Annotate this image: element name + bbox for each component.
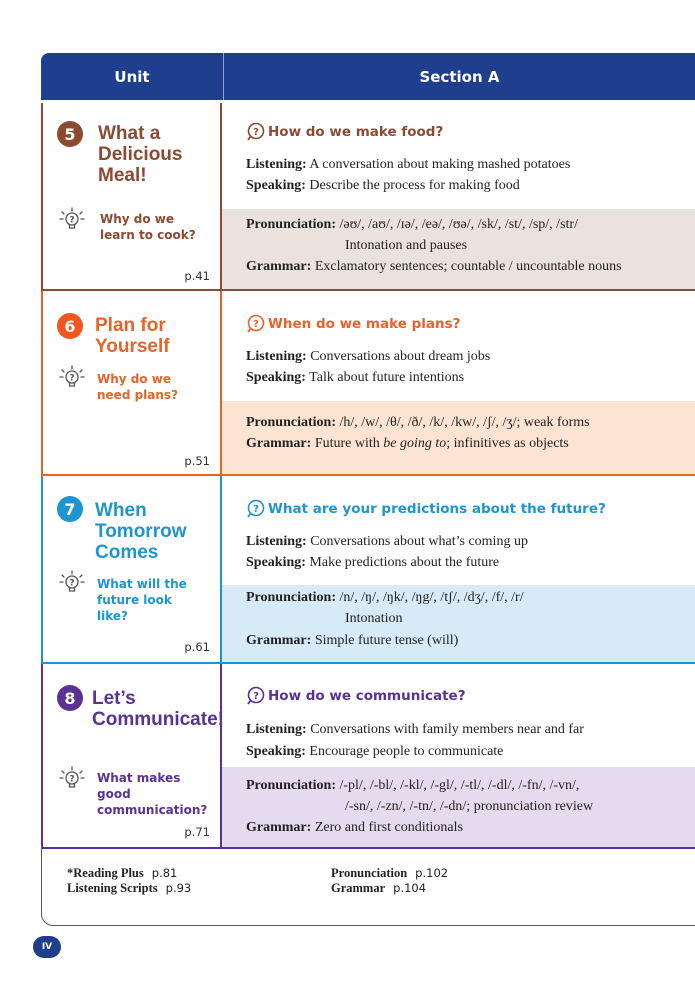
svg-text:?: ?: [253, 504, 259, 515]
lightbulb-question-icon: [59, 365, 85, 391]
unit-6-grammar: Grammar: Future with be going to; infinitives as objects: [246, 436, 569, 451]
lightbulb-question-icon: [59, 207, 85, 233]
pronunciation-link[interactable]: Pronunciation p.102: [331, 866, 449, 880]
unit-8-cell: [41, 664, 222, 847]
unit-7-pronunciation-2: Intonation: [345, 611, 403, 626]
header-unit: Unit: [41, 53, 224, 100]
unit-8-speaking: Speaking: Encourage people to communicate: [246, 744, 504, 759]
unit-8-section: [222, 664, 695, 847]
lightbulb-question-icon: [59, 570, 85, 596]
unit-7-listening: Listening: Conversations about what’s coming up: [246, 534, 528, 549]
unit-8-question: ? How do we communicate?: [246, 686, 466, 706]
unit-7-why: What will the future look like?: [97, 577, 187, 623]
unit-5-speaking: Speaking: Describe the process for making food: [246, 178, 520, 193]
unit-5-why: Why do we learn to cook?: [100, 212, 196, 242]
unit-6-section: [222, 291, 695, 474]
unit-7-cell: [41, 476, 222, 662]
unit-5-section: [222, 103, 695, 289]
unit-6-listening: Listening: Conversations about dream jobs: [246, 349, 491, 364]
unit-7-title[interactable]: When Tomorrow Comes: [95, 500, 187, 563]
question-magnifier-icon: [246, 686, 266, 706]
unit-7-speaking: Speaking: Make predictions about the future: [246, 555, 500, 570]
unit-8-badge: 8: [57, 685, 83, 711]
svg-text:?: ?: [69, 215, 75, 226]
unit-5-row: [41, 103, 695, 291]
unit-5-pronunciation-2: Intonation and pauses: [345, 238, 468, 253]
unit-5-title[interactable]: What a Delicious Meal!: [98, 123, 183, 186]
unit-6-title[interactable]: Plan for Yourself: [95, 315, 170, 357]
unit-7-section: [222, 476, 695, 662]
unit-8-grammar: Grammar: Zero and first conditionals: [246, 820, 463, 835]
unit-5-grammar: Grammar: Exclamatory sentences; countable / uncountable nouns: [246, 259, 622, 274]
unit-8-why: What makes good communication?: [97, 771, 208, 817]
svg-text:?: ?: [253, 691, 259, 702]
listening-scripts-link[interactable]: Listening Scripts p.93: [67, 881, 192, 895]
unit-5-badge: 5: [57, 121, 83, 147]
unit-8-listening: Listening: Conversations with family members near and far: [246, 722, 584, 737]
unit-6-row: [41, 291, 695, 476]
unit-6-page[interactable]: p.51: [184, 454, 210, 468]
unit-8-title[interactable]: Let’s Communicate!: [92, 688, 224, 730]
question-magnifier-icon: [246, 499, 266, 519]
lightbulb-question-icon: [59, 766, 85, 792]
svg-text:?: ?: [253, 319, 259, 330]
unit-8-row: [41, 664, 695, 849]
appendix-footer: [41, 846, 695, 926]
unit-5-pronunciation: Pronunciation: /əʊ/, /aʊ/, /ɪə/, /eə/, /ʊə/, /sk/, /st/, /sp/, /str/: [246, 217, 578, 232]
unit-6-speaking: Speaking: Talk about future intentions: [246, 370, 465, 385]
page-number-badge: IV: [33, 936, 61, 958]
question-magnifier-icon: [246, 314, 266, 334]
unit-7-page[interactable]: p.61: [184, 640, 210, 654]
unit-7-row: [41, 476, 695, 664]
unit-6-badge: 6: [57, 313, 83, 339]
unit-5-page[interactable]: p.41: [184, 269, 210, 283]
unit-6-cell: [41, 291, 222, 474]
grammar-link[interactable]: Grammar p.104: [331, 881, 427, 895]
unit-7-badge: 7: [57, 496, 83, 522]
unit-8-page[interactable]: p.71: [184, 825, 210, 839]
unit-6-why: Why do we need plans?: [97, 372, 179, 402]
unit-7-grammar: Grammar: Simple future tense (will): [246, 633, 459, 648]
unit-7-pronunciation: Pronunciation: /n/, /ŋ/, /ŋk/, /ŋg/, /tʃ/, /dʒ/, /f/, /r/: [246, 590, 524, 605]
contents-table: [41, 53, 695, 849]
unit-8-pronunciation-2: /-sn/, /-zn/, /-tn/, /-dn/; pronunciation review: [345, 799, 594, 814]
unit-7-question: ? What are your predictions about the future?: [246, 499, 606, 519]
svg-text:?: ?: [69, 774, 75, 785]
unit-6-question: ? When do we make plans?: [246, 314, 460, 334]
unit-8-pronunciation: Pronunciation: /-pl/, /-bl/, /-kl/, /-gl/, /-tl/, /-dl/, /-fn/, /-vn/,: [246, 778, 580, 793]
unit-5-question: ? How do we make food?: [246, 122, 443, 142]
reading-plus-link[interactable]: *Reading Plus p.81: [67, 866, 178, 880]
question-magnifier-icon: [246, 122, 266, 142]
svg-text:?: ?: [69, 373, 75, 384]
header-section-a: Section A: [419, 67, 500, 86]
svg-text:?: ?: [253, 127, 259, 138]
unit-5-listening: Listening: A conversation about making mashed potatoes: [246, 157, 571, 172]
table-header: [41, 53, 695, 100]
svg-text:?: ?: [69, 578, 75, 589]
unit-6-pronunciation: Pronunciation: /h/, /w/, /θ/, /ð/, /k/, /kw/, /ʃ/, /ʒ/; weak forms: [246, 415, 590, 430]
unit-5-cell: [41, 103, 222, 289]
